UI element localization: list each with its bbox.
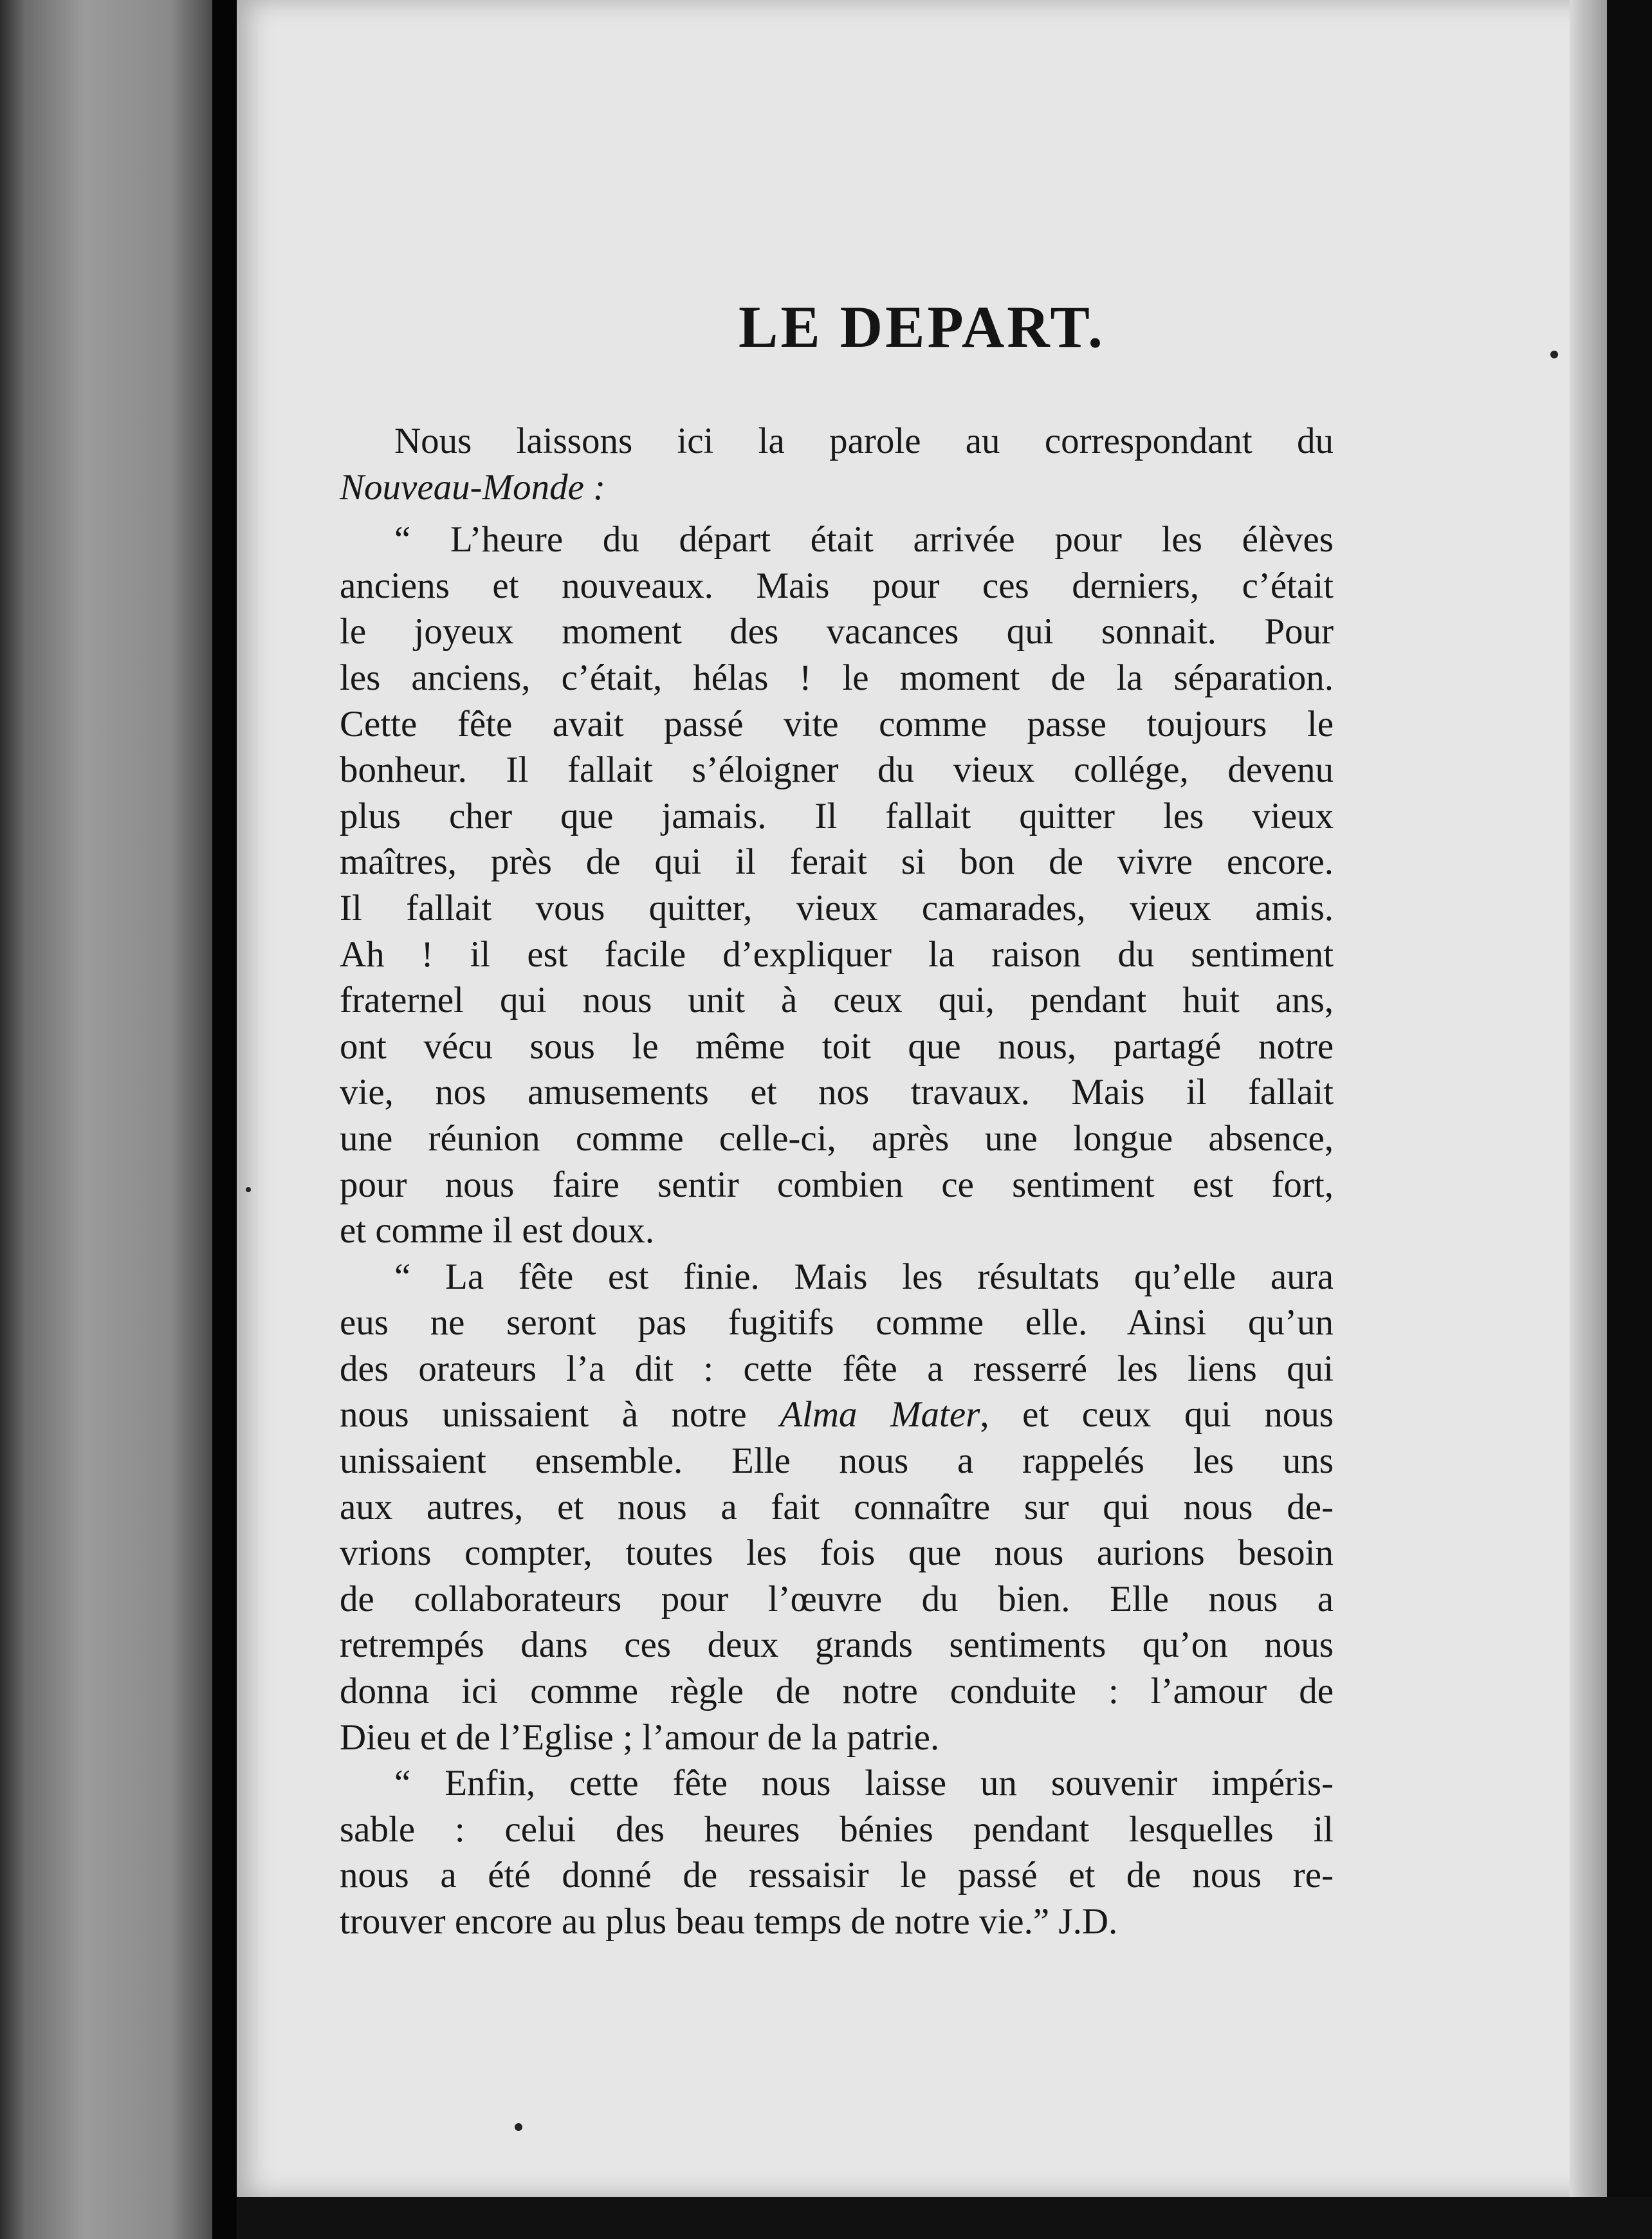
paragraph-gap — [340, 510, 1334, 517]
newspaper-name: Nouveau-Monde : — [340, 466, 606, 508]
intro-line-2 — [340, 465, 1334, 511]
text-line: vie, nos amusements et nos travaux. Mais il fallait — [340, 1072, 1334, 1113]
text-line: bonheur. Il fallait s’éloigner du vieux collége, devenu — [340, 750, 1334, 791]
text-line: et comme il est doux. — [340, 1210, 655, 1251]
paragraph — [340, 1760, 1334, 1944]
facing-page-edge — [0, 0, 212, 2239]
paragraph — [340, 517, 1334, 1254]
text-line: “ Enfin, cette fête nous laisse un souvenir impéris- — [394, 1763, 1334, 1804]
text-line: des orateurs l’a dit : cette fête a resserré les liens qui — [340, 1348, 1334, 1389]
paragraph-container — [340, 517, 1334, 1944]
text-line: Dieu et de l’Eglise ; l’amour de la patrie. — [340, 1717, 940, 1758]
page-bottom-shadow — [237, 2197, 1652, 2239]
text-line: aux autres, et nous a fait connaître sur qui nous de- — [340, 1486, 1334, 1527]
text-line: “ L’heure du départ était arrivée pour les élèves — [394, 519, 1334, 560]
book-gutter — [212, 0, 237, 2239]
page-title: LE DEPART. — [738, 294, 1106, 360]
text-line: Cette fête avait passé vite comme passe toujours le — [340, 703, 1334, 744]
text-line: les anciens, c’était, hélas ! le moment de la séparation. — [340, 657, 1334, 698]
text-line: le joyeux moment des vacances qui sonnait. Pour — [340, 611, 1334, 652]
text-line: “ La fête est finie. Mais les résultats qu’elle aura — [394, 1256, 1334, 1297]
article-body — [340, 418, 1334, 1945]
text-line: donna ici comme règle de notre conduite : l’amour de — [340, 1671, 1334, 1712]
text-line: sable : celui des heures bénies pendant lesquelles il — [340, 1809, 1334, 1850]
text-line: eus ne seront pas fugitifs comme elle. Ainsi qu’un — [340, 1302, 1334, 1343]
text-line: pour nous faire sentir combien ce sentiment est fort, — [340, 1164, 1334, 1205]
text-line: anciens et nouveaux. Mais pour ces derniers, c’était — [340, 565, 1334, 606]
text-line: unissaient ensemble. Elle nous a rappelés les uns — [340, 1441, 1334, 1482]
ink-speck — [246, 1187, 251, 1192]
text-line: nous a été donné de ressaisir le passé et de nous re- — [340, 1855, 1334, 1896]
text-line: de collaborateurs pour l’œuvre du bien. Elle nous a — [340, 1578, 1334, 1619]
text-line: Il fallait vous quitter, vieux camarades, vieux amis. — [340, 887, 1334, 928]
intro-line-1: Nous laissons ici la parole au correspondant du — [394, 421, 1334, 461]
text-line: fraternel qui nous unit à ceux qui, pendant huit ans, — [340, 980, 1334, 1021]
text-line: une réunion comme celle-ci, après une longue absence, — [340, 1118, 1334, 1159]
text-line: retrempés dans ces deux grands sentiments qu’on nous — [340, 1625, 1334, 1666]
text-line: trouver encore au plus beau temps de notre vie.” J.D. — [340, 1901, 1118, 1942]
text-line: ont vécu sous le même toit que nous, partagé notre — [340, 1026, 1334, 1067]
text-line: maîtres, près de qui il ferait si bon de vivre encore. — [340, 842, 1334, 883]
text-line: Ah ! il est facile d’expliquer la raison du sentiment — [340, 934, 1334, 975]
text-line: plus cher que jamais. Il fallait quitter les vieux — [340, 795, 1334, 836]
ink-speck — [515, 2123, 522, 2131]
text-line: nous unissaient à notre Alma Mater, et ceux qui nous — [340, 1394, 1334, 1435]
italic-phrase: Alma Mater — [780, 1394, 980, 1435]
paragraph — [340, 1254, 1334, 1761]
text-line: vrions compter, toutes les fois que nous aurions besoin — [340, 1533, 1334, 1574]
